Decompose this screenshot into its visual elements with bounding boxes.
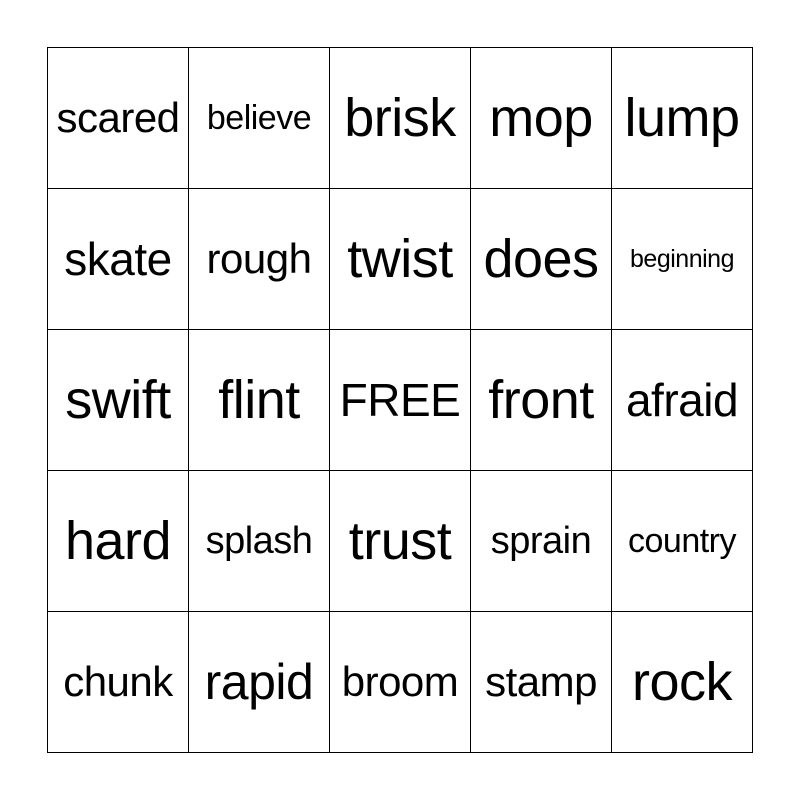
bingo-cell[interactable]: does (471, 189, 612, 330)
bingo-cell[interactable]: rapid (189, 612, 330, 753)
bingo-cell[interactable]: splash (189, 471, 330, 612)
bingo-cell[interactable]: front (471, 330, 612, 471)
bingo-cell[interactable]: mop (471, 48, 612, 189)
bingo-cell[interactable]: sprain (471, 471, 612, 612)
bingo-cell[interactable]: rough (189, 189, 330, 330)
bingo-cell[interactable]: stamp (471, 612, 612, 753)
bingo-cell[interactable]: afraid (612, 330, 753, 471)
bingo-cell[interactable]: rock (612, 612, 753, 753)
bingo-cell[interactable]: swift (48, 330, 189, 471)
bingo-cell[interactable]: twist (330, 189, 471, 330)
bingo-cell[interactable]: flint (189, 330, 330, 471)
bingo-cell[interactable]: skate (48, 189, 189, 330)
bingo-cell[interactable]: scared (48, 48, 189, 189)
free-space-cell[interactable]: FREE (330, 330, 471, 471)
bingo-cell[interactable]: country (612, 471, 753, 612)
bingo-cell[interactable]: brisk (330, 48, 471, 189)
bingo-cell[interactable]: chunk (48, 612, 189, 753)
bingo-cell[interactable]: broom (330, 612, 471, 753)
bingo-cell[interactable]: beginning (612, 189, 753, 330)
bingo-card (47, 47, 753, 753)
bingo-cell[interactable]: trust (330, 471, 471, 612)
bingo-cell[interactable]: lump (612, 48, 753, 189)
bingo-cell[interactable]: believe (189, 48, 330, 189)
bingo-cell[interactable]: hard (48, 471, 189, 612)
